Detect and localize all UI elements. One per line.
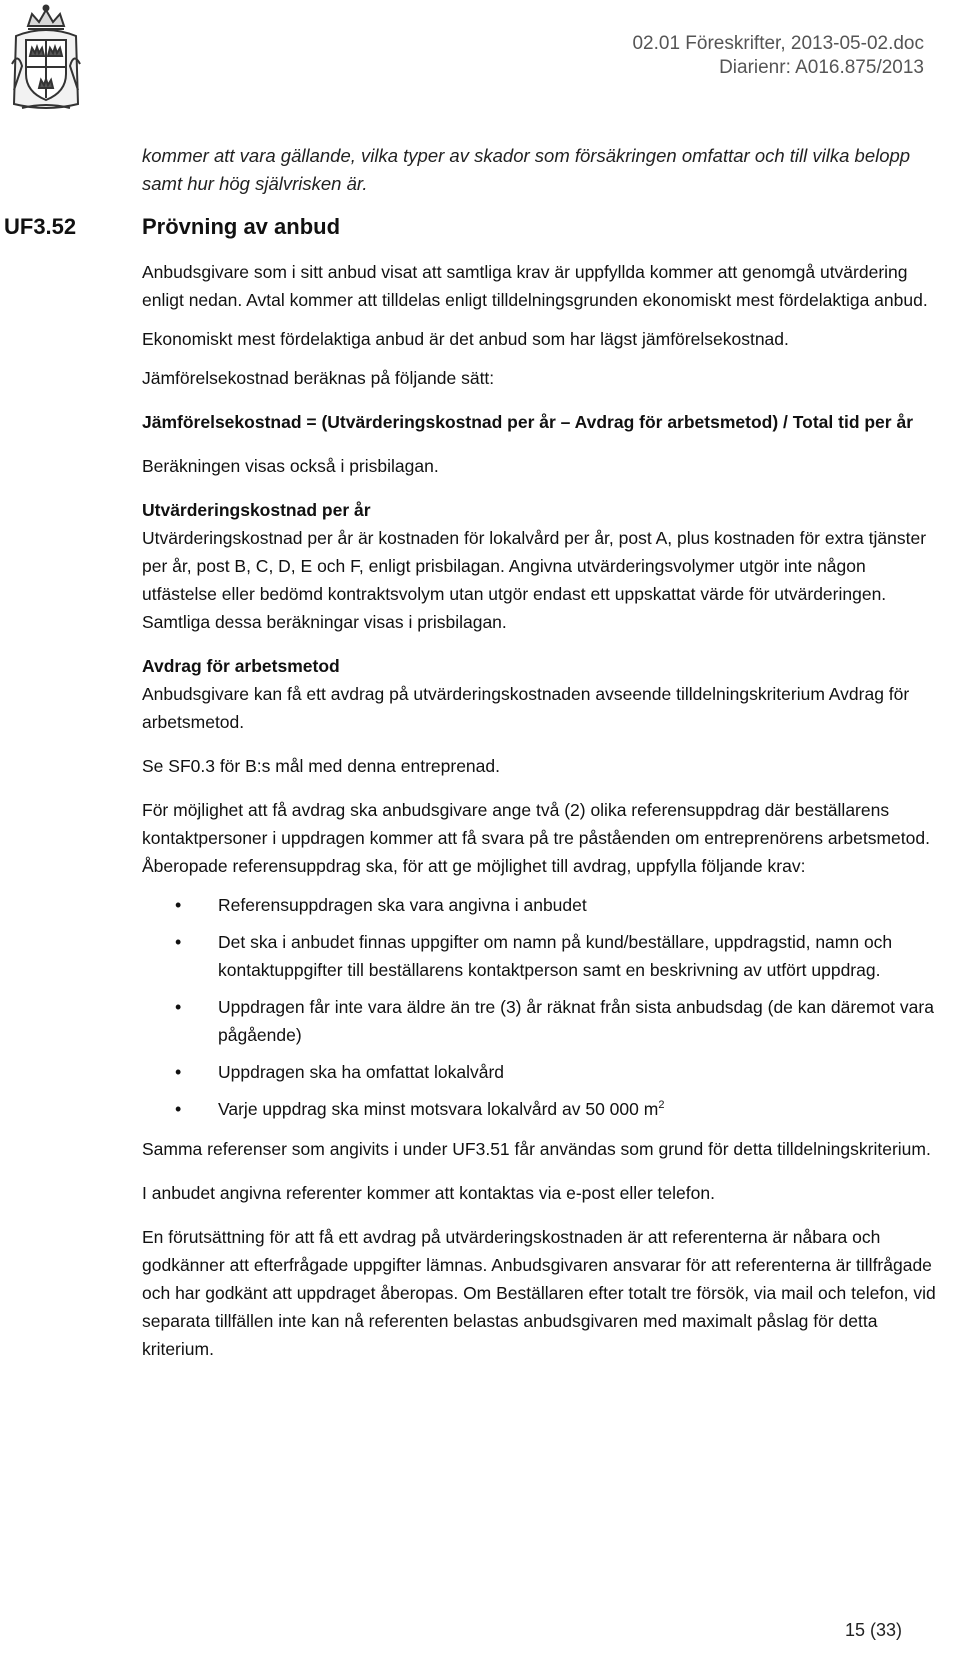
paragraph: I anbudet angivna referenter kommer att kontaktas via e-post eller telefon. bbox=[142, 1183, 715, 1203]
paragraph: Ekonomiskt mest fördelaktiga anbud är det anbud som har lägst jämförelsekostnad. bbox=[142, 329, 789, 349]
bullet-icon: • bbox=[175, 1062, 182, 1082]
list-item: • Det ska i anbudet finnas uppgifter om namn på kund/beställare, uppdragstid, namn och kontaktuppgifter till beställarens kontaktperson samt en beskrivning av utfört uppdrag. bbox=[142, 928, 942, 984]
paragraph: Utvärderingskostnad per år är kostnaden för lokalvård per år, post A, plus kostnaden för extra tjänster per år, post B, C, D, E och F, enligt prisbilagan. Angivna utvärderingsvolymer utgör inte någon utfästelse eller bedömd kontraktsvolym utan utgör endast ett uppskattat värde för utvärderingen. Samtliga dessa beräkningar visas i prisbilagan. bbox=[142, 528, 927, 632]
requirements-list bbox=[142, 891, 942, 1123]
intro-text: kommer att vara gällande, vilka typer av skador som försäkringen omfattar och till vilka belopp samt hur hög självrisken är. bbox=[142, 145, 911, 194]
bullet-icon: • bbox=[175, 895, 182, 915]
paragraph: För möjlighet att få avdrag ska anbudsgivare ange två (2) olika referensuppdrag där beställarens kontaktpersoner i uppdragen kommer att få svara på tre påståenden om entreprenörens arbetsmetod. Åberopade referensuppdrag ska, för att ge möjlighet till avdrag, uppfylla följande krav: bbox=[142, 800, 930, 876]
superscript: 2 bbox=[658, 1099, 665, 1112]
bullet-icon: • bbox=[175, 997, 182, 1017]
paragraph: Se SF0.3 för B:s mål med denna entreprenad. bbox=[142, 756, 500, 776]
list-item: • Referensuppdragen ska vara angivna i anbudet bbox=[142, 891, 942, 919]
page-number: 15 (33) bbox=[844, 1620, 902, 1640]
paragraph: En förutsättning för att få ett avdrag på utvärderingskostnaden är att referenterna är nåbara och godkänner att efterfrågade uppgifter lämnas. Anbudsgivaren ansvarar för att referenterna är tillfrågade och har godkänt att uppdraget åberopas. Om Beställaren efter totalt tre försök, via mail och telefon, vid separata tillfällen inte kan nå referenten belastas anbudsgivaren med maximalt påslag för detta kriterium. bbox=[142, 1227, 936, 1359]
subheading: Avdrag för arbetsmetod bbox=[142, 656, 340, 676]
section-number: UF3.52 bbox=[4, 214, 77, 239]
list-item: • Uppdragen får inte vara äldre än tre (3) år räknat från sista anbudsdag (de kan däremot vara pågående) bbox=[142, 993, 942, 1049]
swedish-coat-of-arms-icon bbox=[8, 4, 84, 114]
subheading: Utvärderingskostnad per år bbox=[142, 500, 371, 520]
paragraph: Jämförelsekostnad beräknas på följande sätt: bbox=[142, 368, 495, 388]
document-filename: 02.01 Föreskrifter, 2013-05-02.doc bbox=[632, 33, 924, 54]
document-body bbox=[142, 258, 942, 1374]
bullet-icon: • bbox=[175, 1099, 182, 1119]
paragraph: Anbudsgivare som i sitt anbud visat att samtliga krav är uppfyllda kommer att genomgå utvärdering enligt nedan. Avtal kommer att tilldelas enligt tilldelningsgrunden ekonomiskt mest fördelaktiga anbud. bbox=[142, 262, 928, 310]
section-title: Prövning av anbud bbox=[142, 214, 341, 239]
list-item: • Uppdragen ska ha omfattat lokalvård bbox=[142, 1058, 942, 1086]
list-item: • Varje uppdrag ska minst motsvara lokalvård av 50 000 $m^2$ bbox=[142, 1095, 942, 1123]
formula: Jämförelsekostnad = (Utvärderingskostnad per år – Avdrag för arbetsmetod) / Total tid per år bbox=[142, 412, 914, 432]
bullet-icon: • bbox=[175, 932, 182, 952]
document-diarienr: Diarienr: A016.875/2013 bbox=[719, 57, 924, 78]
paragraph: Samma referenser som angivits i under UF3.51 får användas som grund för detta tilldelningskriterium. bbox=[142, 1139, 931, 1159]
paragraph: Beräkningen visas också i prisbilagan. bbox=[142, 456, 439, 476]
paragraph: Anbudsgivare kan få ett avdrag på utvärderingskostnaden avseende tilldelningskriterium Avdrag för arbetsmetod. bbox=[142, 684, 910, 732]
document-header bbox=[632, 32, 924, 80]
